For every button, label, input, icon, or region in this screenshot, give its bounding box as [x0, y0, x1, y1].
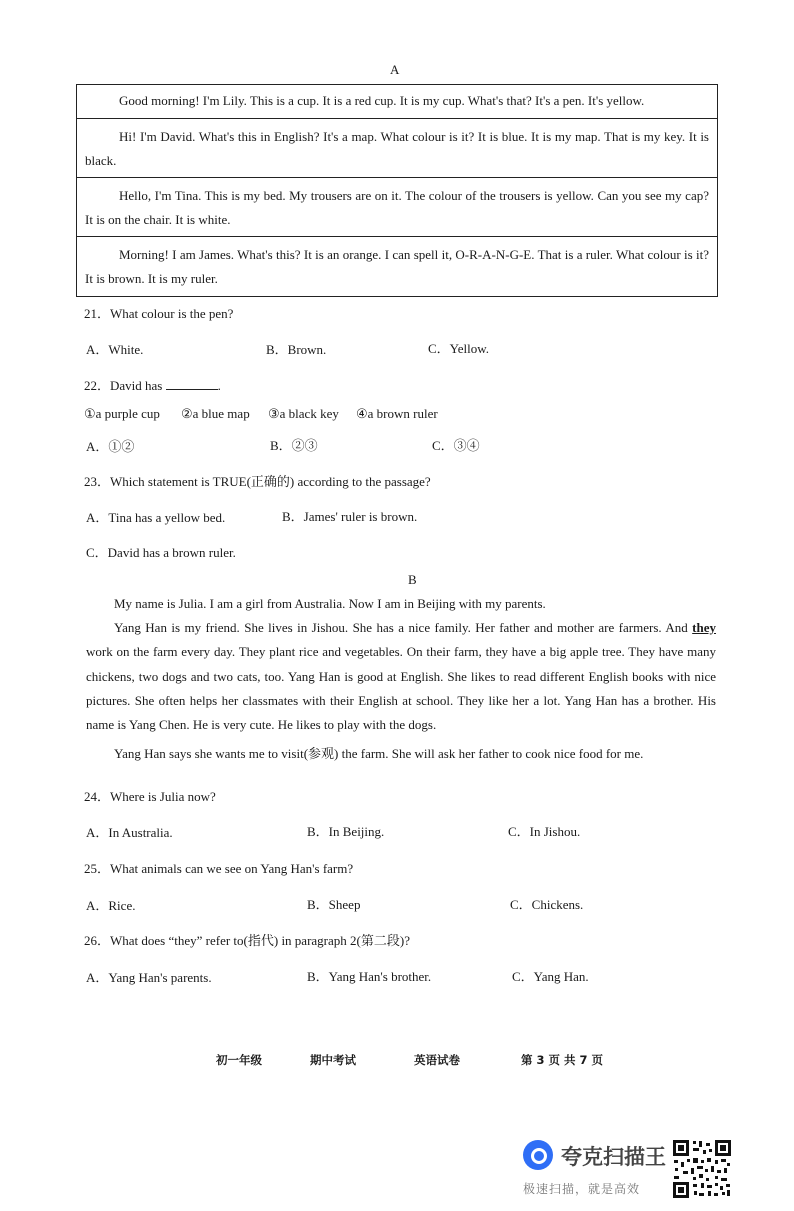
- question-24-option-b: B．In Beijing.: [307, 824, 385, 839]
- question-21-option-c: C．Yellow.: [428, 341, 490, 356]
- scanner-brand-name: 夸克扫描王: [561, 1145, 666, 1169]
- underlined-word-they: they: [692, 620, 717, 636]
- passage-a-row: Hello, I'm Tina. This is my bed. My trousers are on it. The colour of the trousers is yellow. Can you see my cap? It is on the chair. It is white.: [77, 178, 717, 237]
- passage-a-table: [76, 84, 718, 297]
- question-21-option-b: B．Brown.: [266, 342, 327, 357]
- question-25-option-c: C．Chickens.: [510, 897, 584, 912]
- question-24-option-a: A．In Australia.: [86, 825, 173, 840]
- question-22-item-4: ④a brown ruler: [356, 406, 438, 421]
- footer-grade: 初一年级: [216, 1053, 262, 1067]
- question-26-stem: 26．What does “they” refer to(指代) in paragraph 2(第二段)?: [84, 933, 410, 948]
- question-25-option-b: B．Sheep: [307, 897, 361, 912]
- footer-subject: 英语试卷: [414, 1053, 460, 1067]
- question-23-stem: 23．Which statement is TRUE(正确的) according to the passage?: [84, 474, 431, 489]
- passage-b-paragraph-3: Yang Han says she wants me to visit(参观) the farm. She will ask her father to cook nice food for me.: [114, 746, 644, 762]
- section-b-label: B: [408, 572, 417, 587]
- question-26-option-c: C．Yang Han.: [512, 969, 589, 984]
- question-23-option-a: A．Tina has a yellow bed.: [86, 510, 226, 525]
- question-25-option-a: A．Rice.: [86, 898, 136, 913]
- answer-blank: [166, 377, 218, 390]
- question-21-option-a: A．White.: [86, 342, 144, 357]
- question-22-option-c: C．③④: [432, 438, 480, 453]
- passage-b-paragraph-2: Yang Han is my friend. She lives in Jishou. She has a nice family. Her father and mother are farmers. And they work on the farm every day. They plant rice and vegetables. On their farm, they have a big apple tree. They have many chickens, two dogs and two cats, too. Yang Han is good at English. She likes to read different English books with nice pictures. She often helps her classmates with their English at school. They like her a lot. Yang Han has a brother. His name is Yang Chen. He is very cute. He likes to play with the dogs.: [86, 620, 717, 733]
- passage-a-row: Hi! I'm David. What's this in English? It's a map. What colour is it? It is blue. It is my map. That is my key. It is black.: [77, 119, 717, 178]
- question-23-option-c: C．David has a brown ruler.: [86, 545, 236, 560]
- scanner-slogan: 极速扫描，就是高效: [523, 1182, 641, 1196]
- question-26-option-a: A．Yang Han's parents.: [86, 970, 212, 985]
- passage-a-row: Good morning! I'm Lily. This is a cup. It is a red cup. It is my cup. What's that? It's a pen. It's yellow.: [77, 85, 717, 119]
- passage-b: [86, 592, 716, 766]
- question-22-stem: 22．David has .: [84, 378, 221, 393]
- footer-exam: 期中考试: [310, 1053, 356, 1067]
- passage-b-paragraph-1: My name is Julia. I am a girl from Australia. Now I am in Beijing with my parents.: [114, 596, 546, 611]
- question-22-option-b: B．②③: [270, 438, 318, 453]
- scanner-logo-icon: [523, 1140, 553, 1170]
- footer-page-number: 第 3 页 共 7 页: [521, 1053, 604, 1067]
- question-22-item-1: ①a purple cup: [84, 406, 160, 421]
- question-26-option-b: B．Yang Han's brother.: [307, 969, 432, 984]
- question-23-option-b: B．James' ruler is brown.: [282, 509, 418, 524]
- section-a-label: A: [390, 62, 400, 77]
- question-24-option-c: C．In Jishou.: [508, 824, 581, 839]
- question-25-stem: 25．What animals can we see on Yang Han's farm?: [84, 861, 354, 876]
- qr-code-icon: [671, 1138, 733, 1200]
- question-22-option-a: A．①②: [86, 439, 135, 454]
- question-22-item-3: ③a black key: [268, 406, 339, 421]
- question-21-stem: 21．What colour is the pen?: [84, 306, 234, 321]
- passage-a-row: Morning! I am James. What's this? It is an orange. I can spell it, O-R-A-N-G-E. That is a ruler. What colour is it? It is brown. It is my ruler.: [85, 247, 709, 286]
- question-24-stem: 24．Where is Julia now?: [84, 789, 216, 804]
- question-22-item-2: ②a blue map: [181, 406, 250, 421]
